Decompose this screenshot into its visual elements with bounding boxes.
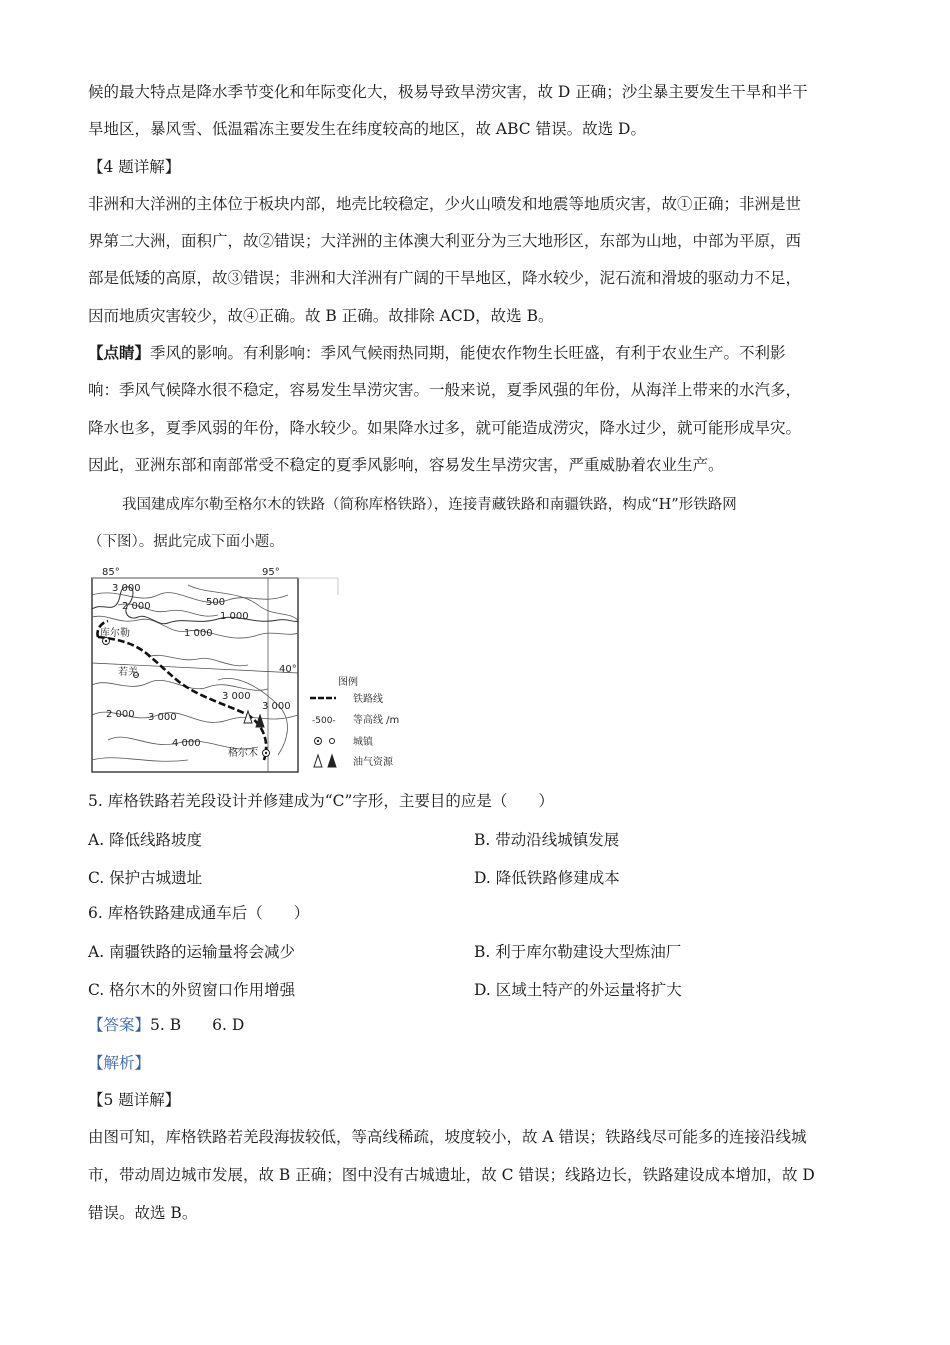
contour-label: 1 000 [220, 611, 249, 622]
paragraph-line: 响：季风气候降水很不稳定，容易发生旱涝灾害。一般来说，夏季风强的年份，从海洋上带来的水汽多， [88, 381, 802, 399]
q6-option-a: A. 南疆铁路的运输量将会减少 [88, 943, 296, 961]
analysis-tag: 【解析】 [88, 1054, 151, 1072]
contour-label: 4 000 [172, 738, 201, 749]
town-marker-dot [105, 640, 107, 642]
town-label: 格尔木 [228, 748, 258, 759]
paragraph-line: 部是低矮的高原，故③错误；非洲和大洋洲有广阔的干旱地区，降水较少，泥石流和滑坡的驱动力不足， [88, 269, 802, 287]
legend-town-symbol [330, 739, 335, 744]
legend-contour-symbol: -500- [312, 716, 336, 726]
q5-option-b: B. 带动沿线城镇发展 [474, 831, 620, 849]
legend-item: 城镇 [353, 737, 373, 748]
answer-tag: 【答案】 [88, 1016, 151, 1034]
lat-label-40: 40° [279, 664, 297, 675]
contour-label: 3 000 [148, 712, 177, 723]
legend-oil-symbol [314, 755, 322, 767]
q5-header: 【5 题详解】 [88, 1091, 181, 1109]
map-legend [310, 675, 399, 768]
contour-label: 1 000 [184, 628, 213, 639]
paragraph-line: 候的最大特点是降水季节变化和年际变化大，极易导致旱涝灾害，故 D 正确；沙尘暴主要发生干旱和半干 [88, 83, 808, 101]
contour-label: 500 [206, 597, 226, 608]
legend-item: 等高线 /m [353, 715, 400, 726]
town-label: 库尔勒 [100, 628, 130, 639]
answer-text: 5. B 6. D [150, 1016, 245, 1034]
dianjing-text: 季风的影响。有利影响：季风气候雨热同期，能使农作物生长旺盛，有利于农业生产。不利影 [150, 344, 786, 362]
legend-item: 油气资源 [353, 757, 393, 768]
contour-label: 2 000 [106, 709, 135, 720]
dianjing-tag: 【点睛】 [88, 343, 151, 362]
contour-label: 2 000 [122, 601, 151, 612]
lead-line: 我国建成库尔勒至格尔木的铁路（简称库格铁路），连接青藏铁路和南疆铁路，构成“H”形铁路网 [122, 497, 737, 513]
q5-option-c: C. 保护古城遗址 [88, 869, 203, 887]
paragraph-line: 界第二大洲，面积广，故②错误；大洋洲的主体澳大利亚分为三大地形区，东部为山地，中部为平原，西 [88, 232, 802, 250]
q5-option-a: A. 降低线路坡度 [88, 831, 203, 849]
paragraph-line: 因而地质灾害较少，故④正确。故 B 正确。故排除 ACD，故选 B。 [88, 307, 554, 325]
town-label: 若羌 [118, 667, 138, 678]
paragraph-line: 旱地区，暴风雪、低温霜冻主要发生在纬度较高的地区，故 ABC 错误。故选 D。 [88, 120, 646, 138]
paragraph-line: 非洲和大洋洲的主体位于板块内部，地壳比较稳定，少火山喷发和地震等地质灾害，故①正确；非洲是世 [88, 195, 802, 213]
legend-oil-symbol [328, 755, 336, 767]
q6-option-d: D. 区域土特产的外运量将扩大 [474, 981, 682, 999]
q6-option-b: B. 利于库尔勒建设大型炼油厂 [474, 943, 682, 961]
q5-stem: 5. 库格铁路若羌段设计并修建成为“C”字形，主要目的应是（ ） [88, 792, 554, 810]
legend-title: 图例 [338, 677, 358, 688]
paragraph-line: 因此，亚洲东部和南部常受不稳定的夏季风影响，容易发生旱涝灾害，严重威胁着农业生产。 [88, 456, 724, 474]
paragraph-line: 由图可知，库格铁路若羌段海拔较低，等高线稀疏，坡度较小，故 A 错误；铁路线尽可能多的连接沿线城 [88, 1128, 807, 1146]
paragraph-line: 错误。故选 B。 [88, 1204, 198, 1222]
town-marker-dot [265, 752, 267, 754]
contour-label: 3 000 [222, 691, 251, 702]
dianjing-line [88, 343, 786, 363]
paragraph-line: 降水也多，夏季风弱的年份，降水较少。如果降水过多，就可能造成涝灾，降水过少，就可能形成旱灾。 [88, 419, 802, 437]
legend-town-dot [317, 740, 319, 742]
q5-option-d: D. 降低铁路修建成本 [474, 869, 620, 887]
railway-map [88, 565, 418, 777]
q6-stem: 6. 库格铁路建成通车后（ ） [88, 904, 310, 922]
contour-label: 3 000 [262, 701, 291, 712]
paragraph-line: 市，带动周边城市发展，故 B 正确；图中没有古城遗址，故 C 错误；线路边长，铁路建设成本增加，故 D [88, 1166, 815, 1184]
answer-line [88, 1015, 244, 1035]
lead-line: （下图）。据此完成下面小题。 [88, 534, 284, 550]
contour-label: 3 000 [112, 583, 141, 594]
q4-header: 【4 题详解】 [88, 158, 181, 176]
lon-label-95: 95° [262, 567, 280, 578]
lon-label-85: 85° [102, 567, 120, 578]
q6-option-c: C. 格尔木的外贸窗口作用增强 [88, 981, 296, 999]
legend-item: 铁路线 [353, 694, 383, 705]
